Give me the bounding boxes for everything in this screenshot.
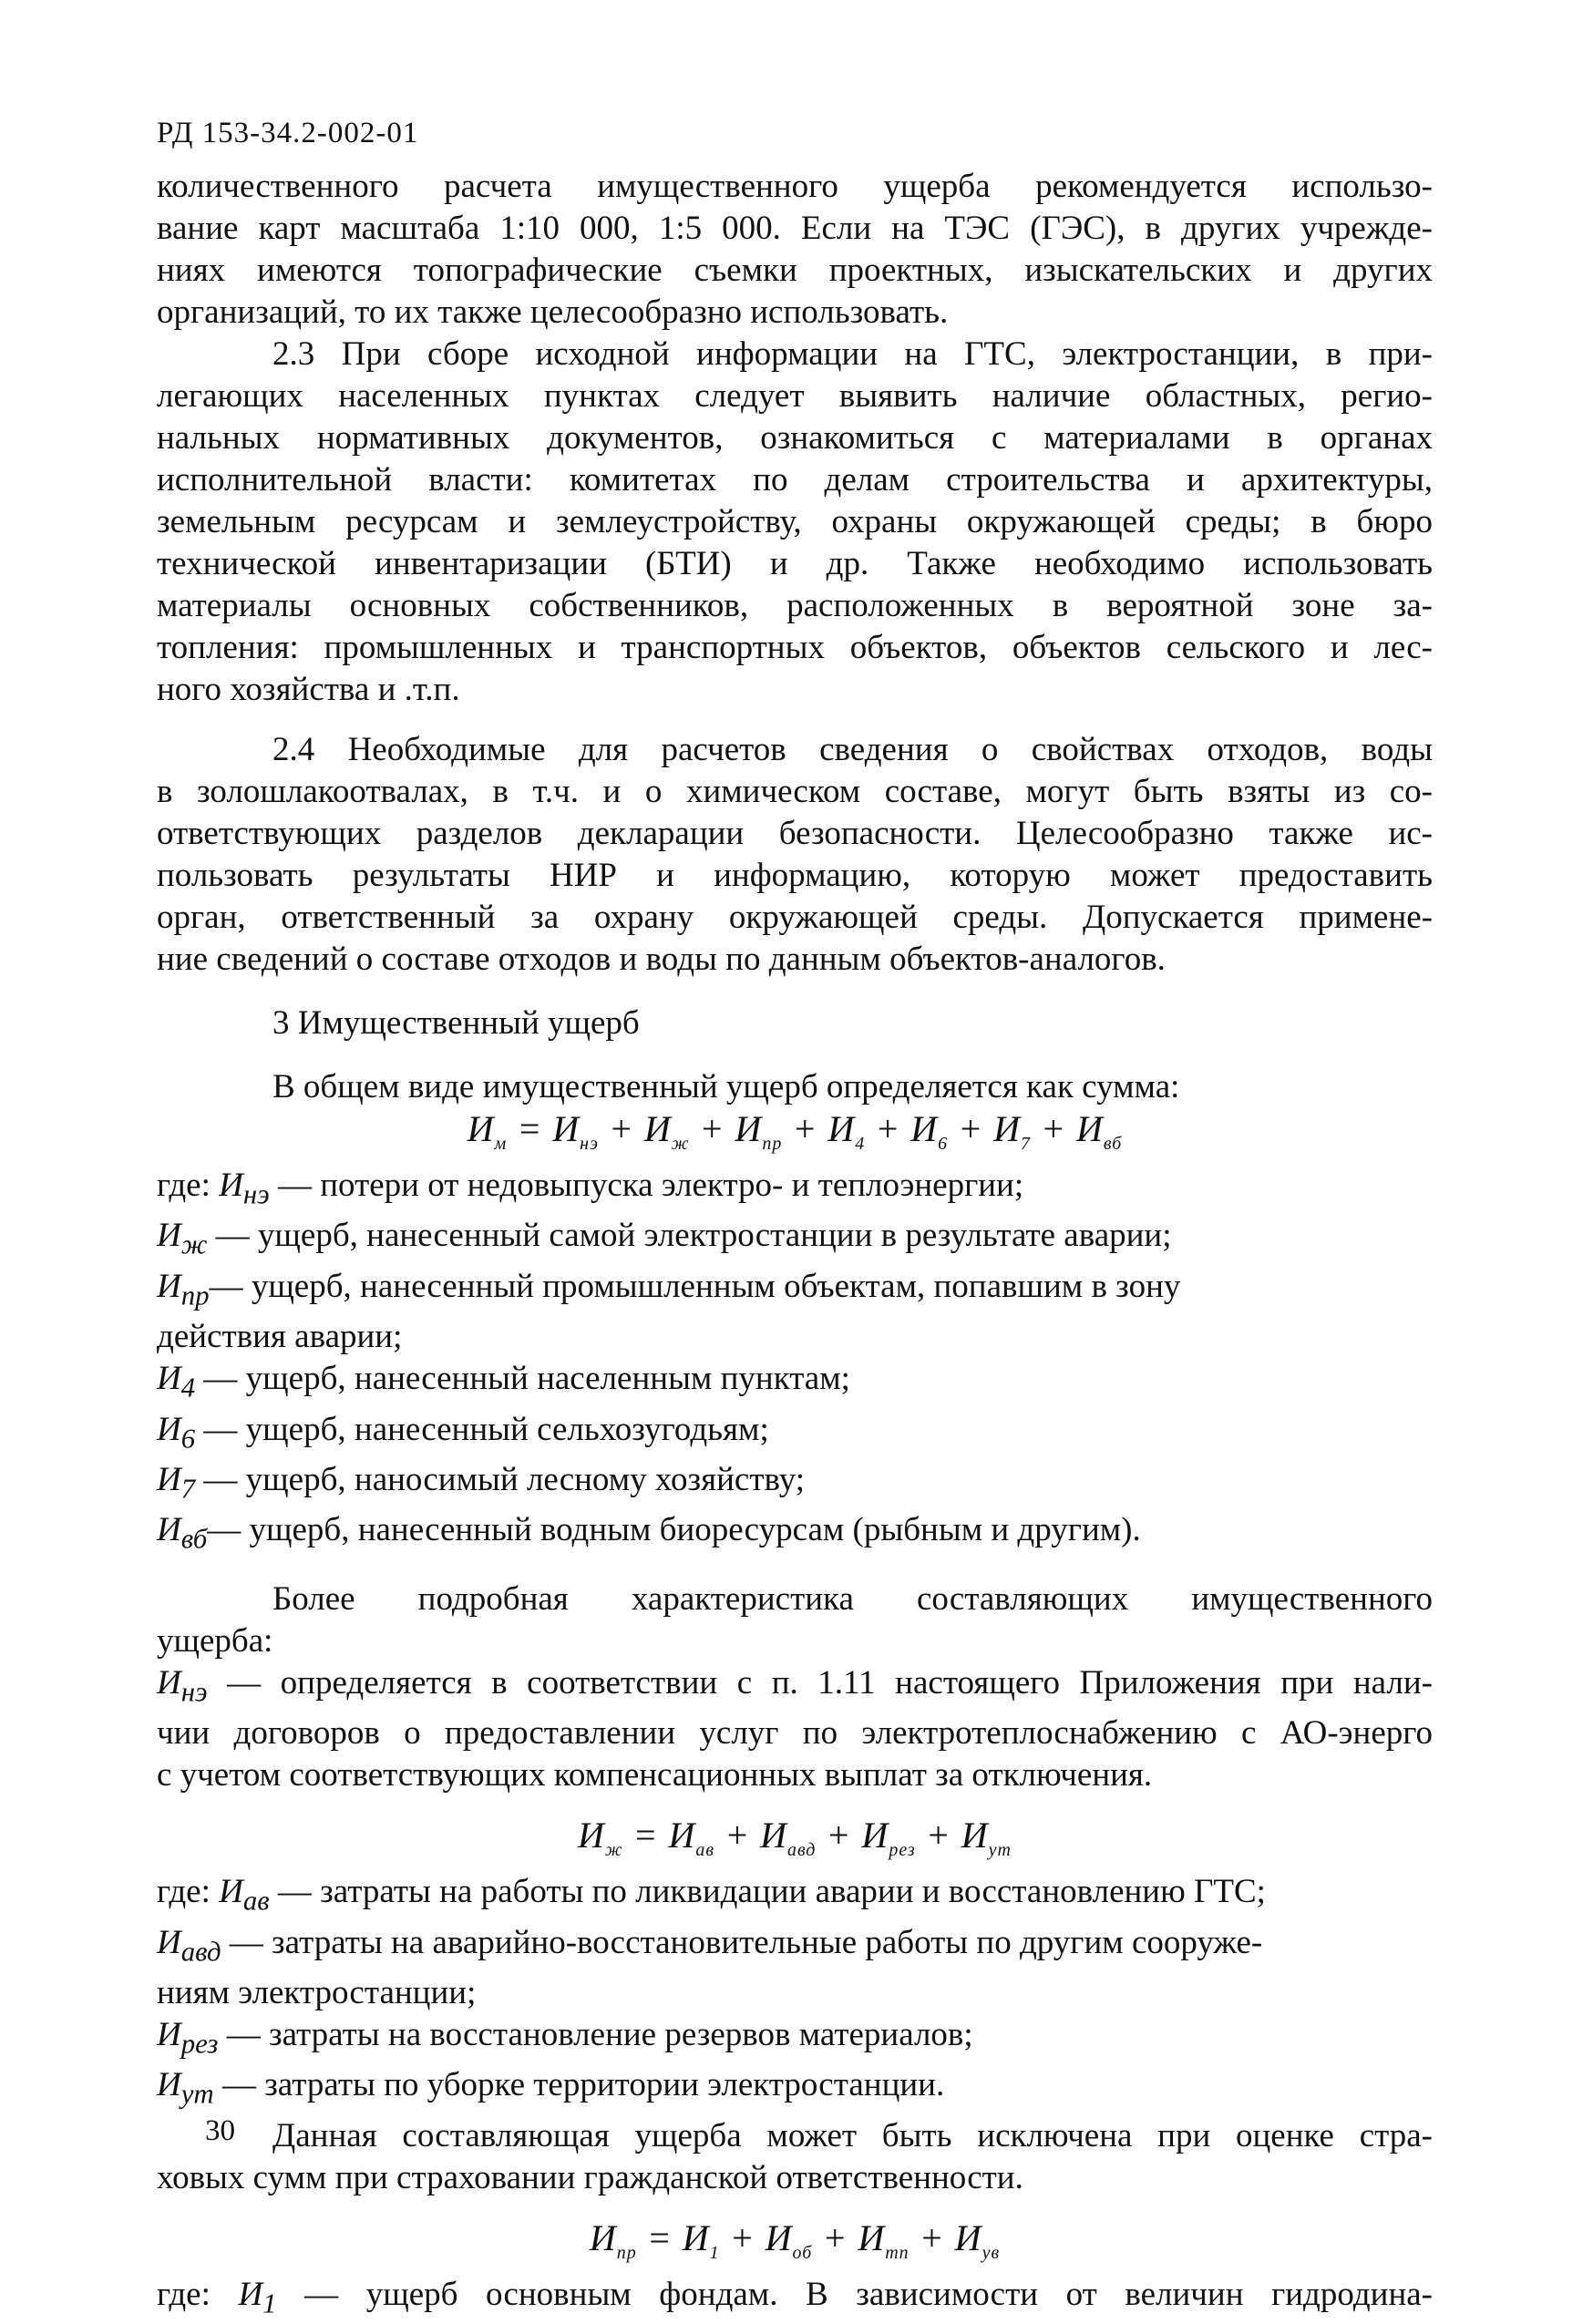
text-line: ние сведений о составе отходов и воды по данным объектов-аналогов. (157, 941, 1166, 978)
definition-line: где: $И_1$ — ущерб основным фондам. В зависимости от величин гидродина- (157, 2275, 1433, 2319)
definition-line: $И_7$ — ущерб, наносимый лесному хозяйству; (157, 1460, 805, 1505)
definition-line: $И_{нэ}$ — определяется в соответствии с п. 1.11 настоящего Приложения при нали- (157, 1663, 1433, 1708)
text-line: ховых сумм при страховании гражданской ответственности. (157, 2158, 1023, 2196)
text-line: с учетом соответствующих компенсационных выплат за отключения. (157, 1756, 1153, 1794)
text-line: В общем виде имущественный ущерб определяется как сумма: (272, 1068, 1180, 1105)
text-line: 2.4 Необходимые для расчетов сведения о свойствах отходов, воды (272, 731, 1433, 768)
text-line: Более подробная характеристика составляющих имущественного (272, 1579, 1433, 1618)
document-code-header: РД 153-34.2-002-01 (157, 117, 419, 149)
definition-line: ниям электростанции; (157, 1973, 477, 2011)
text-line: топления: промышленных и транспортных объектов, объектов сельского и лес- (157, 629, 1433, 666)
text-line: ответствующих разделов декларации безопасности. Целесообразно также ис- (157, 815, 1433, 852)
definition-line: $И_{вб}—$ ущерб, нанесенный водным биоресурсам (рыбным и другим). (157, 1511, 1141, 1555)
definition-line: $И_{ут}$ — затраты по уборке территории электростанции. (157, 2066, 945, 2110)
text-line: количественного расчета имущественного ущерба рекомендуется использо- (157, 168, 1433, 205)
formula-total-damage: $И_м = И_{нэ} + И_ж + И_{пр} + И_4 + И_6 + И_7 + И_{вб}$ (467, 1108, 1123, 1154)
formula-industrial-damage: $И_{пр} = И_1 + И_{об} + И_{тп} + И_{ув}$ (589, 2216, 1001, 2263)
text-line: земельным ресурсам и землеустройству, охраны окружающей среды; в бюро (157, 503, 1433, 540)
text-line: ниях имеются топографические съемки проектных, изыскательских и других (157, 252, 1433, 289)
text-line: ного хозяйства и .т.п. (157, 671, 460, 708)
definition-line: $И_4$ — ущерб, нанесенный населенным пунктам; (157, 1360, 850, 1404)
definition-line: где: $И_{ав}$ — затраты на работы по ликвидации аварии и восстановлению ГТС; (157, 1873, 1266, 1917)
definition-line: $И_{рез}$ — затраты на восстановление резервов материалов; (157, 2015, 973, 2060)
text-line: нальных нормативных документов, ознакомиться с материалами в органах (157, 419, 1433, 457)
definition-line: $И_{пр}—$ ущерб, нанесенный промышленным объектам, попавшим в зону (157, 1267, 1181, 1311)
page-number: 30 (205, 2114, 235, 2147)
definition-line: действия аварии; (157, 1318, 403, 1356)
text-line: ущерба: (157, 1621, 273, 1660)
page-body (157, 166, 1433, 2324)
text-line: чии договоров о предоставлении услуг по электротеплоснабжению с АО-энерго (157, 1714, 1433, 1753)
definition-line: $И_{авд}$ — затраты на аварийно-восстановительные работы по другим сооруже- (157, 1923, 1263, 1967)
text-line: технической инвентаризации (БТИ) и др. Также необходимо использовать (157, 545, 1433, 582)
text-line: организаций, то их также целесообразно использовать. (157, 293, 949, 331)
text-line: вание карт масштаба 1:10 000, 1:5 000. Если на ТЭС (ГЭС), в других учрежде- (157, 210, 1433, 247)
text-line: пользовать результаты НИР и информацию, которую может предоставить (157, 857, 1433, 894)
text-line: легающих населенных пунктах следует выявить наличие областных, регио- (157, 377, 1433, 415)
definition-line: где: $И_{нэ}$ — потери от недовыпуска электро- и теплоэнергии; (157, 1167, 1024, 1210)
formula-station-damage: $И_ж = И_{ав} + И_{авд} + И_{рез} + И_{ут}$ (578, 1815, 1012, 1861)
definition-line: $И_ж$ — ущерб, нанесенный самой электростанции в результате аварии; (157, 1217, 1172, 1260)
text-line: орган, ответственный за охрану окружающей среды. Допускается примене- (157, 899, 1433, 936)
text-line: материалы основных собственников, расположенных в вероятной зоне за- (157, 587, 1433, 624)
text-line: 2.3 При сборе исходной информации на ГТС, электростанции, в при- (272, 335, 1433, 373)
text-line: исполнительной власти: комитетах по делам строительства и архитектуры, (157, 461, 1433, 499)
text-line: Данная составляющая ущерба может быть исключена при оценке стра- (272, 2116, 1433, 2154)
text-line: в золошлакоотвалах, в т.ч. и о химическом составе, могут быть взяты из со- (157, 773, 1433, 810)
section-title: 3 Имущественный ущерб (272, 1004, 640, 1042)
definition-line: $И_6$ — ущерб, нанесенный сельхозугодьям; (157, 1410, 769, 1454)
